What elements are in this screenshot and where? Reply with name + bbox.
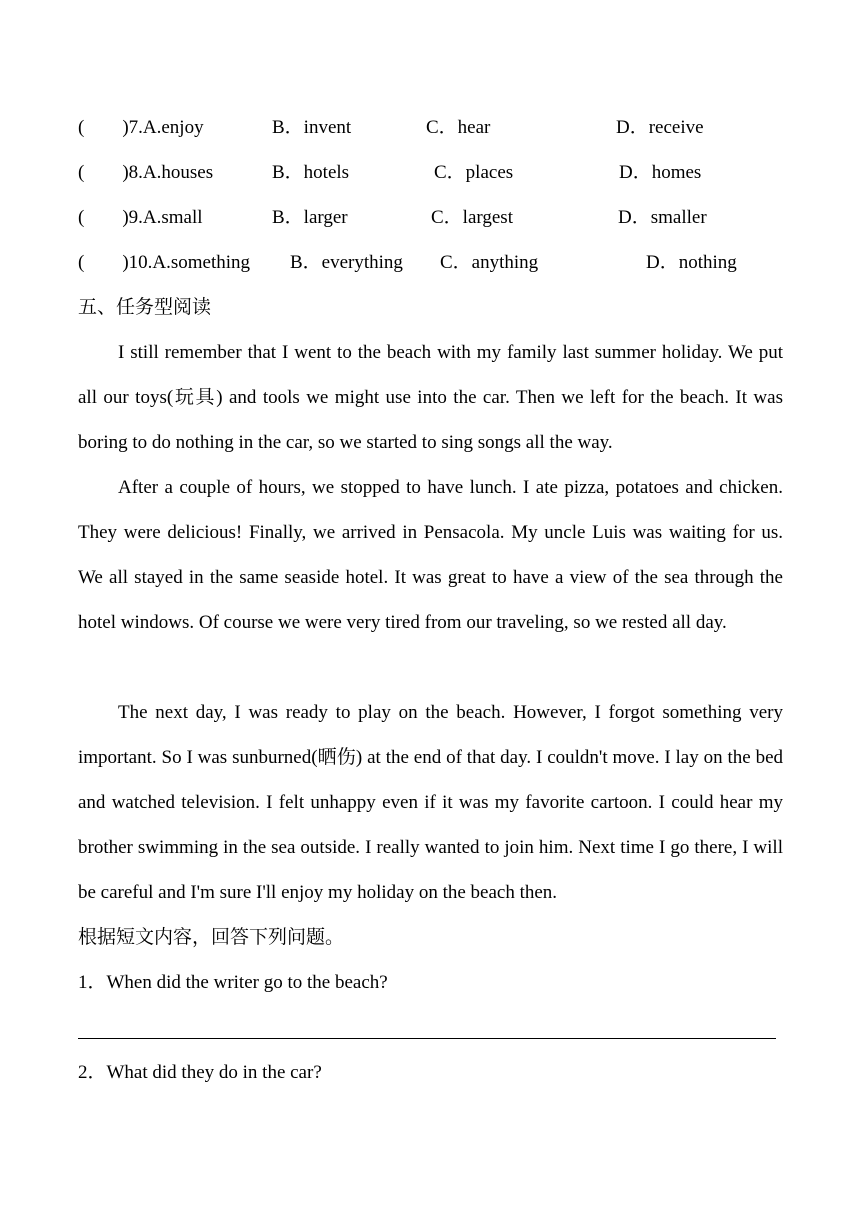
option-c: C．places: [434, 162, 514, 183]
question-10-stem: ( )10.A.something: [78, 252, 251, 273]
passage-paragraph-3: The next day, I was ready to play on the beach. However, I forgot something very important. So I was sunburned(晒伤) at the end of that day. I couldn't move. I lay on the bed and watched television. I felt unhappy even if it was my favorite cartoon. I could hear my brother swimming in the sea outside. I really wanted to join him. Next time I go there, I will be careful and I'm sure I'll enjoy my holiday on the beach then.: [78, 702, 783, 903]
option-b: B．invent: [272, 117, 352, 138]
mcq-row-10: [78, 240, 783, 285]
option-b: B．everything: [290, 252, 403, 273]
passage-paragraph-2: After a couple of hours, we stopped to have lunch. I ate pizza, potatoes and chicken. They were delicious! Finally, we arrived in Pensacola. My uncle Luis was waiting for us. We all stayed in the same seaside hotel. It was great to have a view of the sea through the hotel windows. Of course we were very tired from our traveling, so we rested all day.: [78, 477, 783, 633]
mcq-row-7: [78, 105, 783, 150]
option-d: D．nothing: [646, 252, 737, 273]
mcq-row-9: [78, 195, 783, 240]
option-c: C．anything: [440, 252, 539, 273]
passage-paragraph-1: I still remember that I went to the beach with my family last summer holiday. We put all our toys(玩具) and tools we might use into the car. Then we left for the beach. It was boring to do nothing in the car, so we started to sing songs all the way.: [78, 342, 783, 453]
mcq-row-8: [78, 150, 783, 195]
option-d: D．smaller: [618, 207, 707, 228]
section-title: 五、任务型阅读: [78, 297, 212, 318]
question-9-stem: ( )9.A.small: [78, 207, 203, 228]
option-c: C．largest: [431, 207, 513, 228]
option-b: B．hotels: [272, 162, 350, 183]
option-d: D．homes: [619, 162, 702, 183]
instruction: 根据短文内容，回答下列问题。: [78, 927, 345, 948]
option-c: C．hear: [426, 117, 491, 138]
option-b: B．larger: [272, 207, 348, 228]
question-1: 1．When did the writer go to the beach?: [78, 972, 388, 993]
question-8-stem: ( )8.A.houses: [78, 162, 214, 183]
question-7-stem: ( )7.A.enjoy: [78, 117, 204, 138]
answer-line-1[interactable]: [78, 1038, 776, 1039]
question-2: 2．What did they do in the car?: [78, 1062, 322, 1083]
option-d: D．receive: [616, 117, 704, 138]
